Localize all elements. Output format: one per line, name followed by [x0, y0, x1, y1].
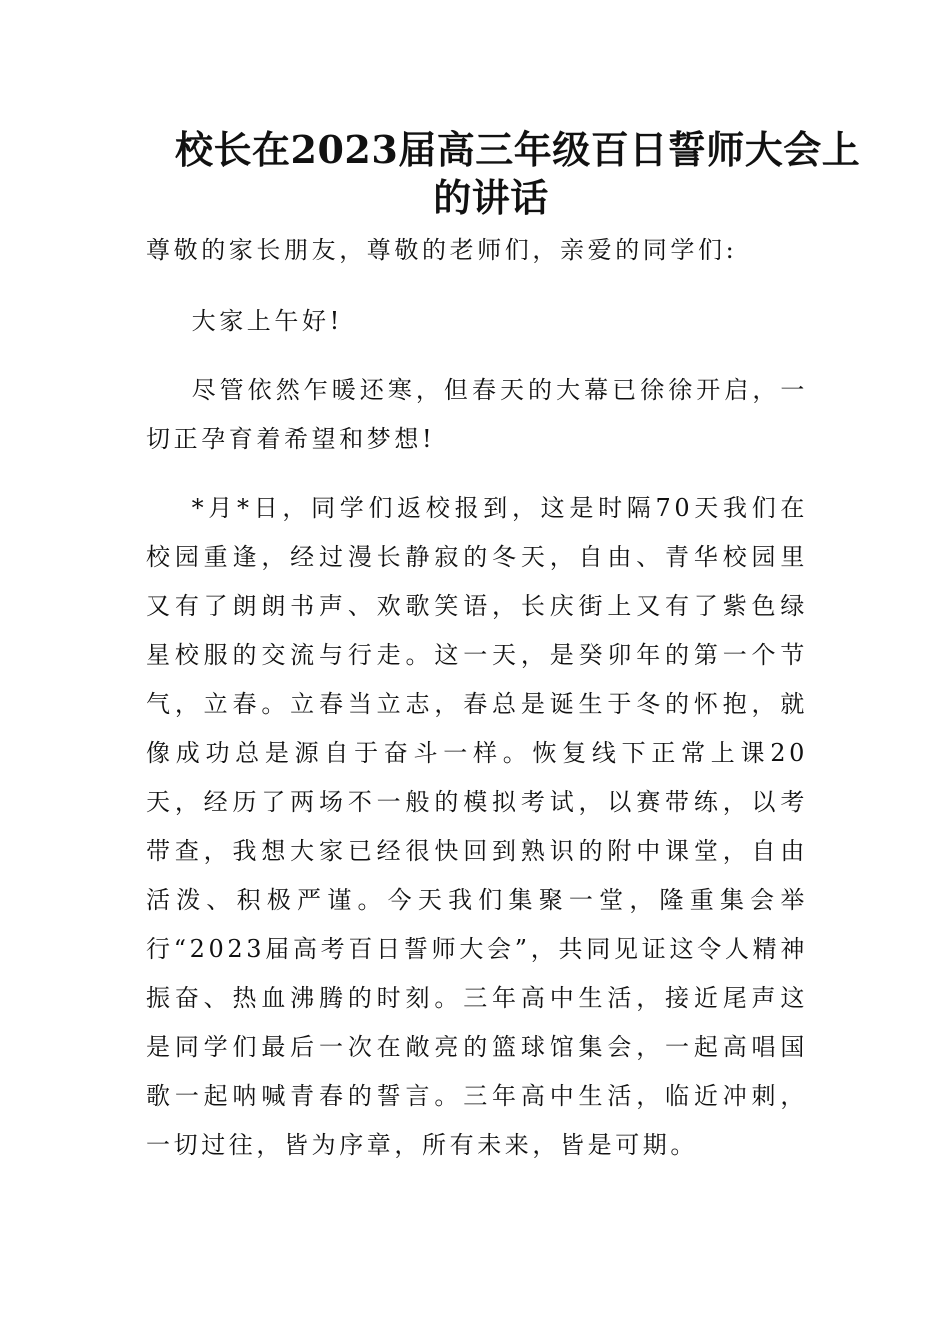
paragraph-1: 尽管依然乍暖还寒，但春天的大幕已徐徐开启，一切正孕育着希望和梦想! [146, 376, 808, 453]
document-body [146, 226, 808, 1170]
title-line-2: 的讲话 [433, 175, 549, 220]
title-line-1: 校长在2023届高三年级百日誓师大会上 [175, 127, 861, 172]
document-title [175, 126, 861, 222]
paragraph-2: *月*日，同学们返校报到，这是时隔70天我们在校园重逢，经过漫长静寂的冬天，自由、青华校园里又有了朗朗书声、欢歌笑语，长庆街上又有了紫色绿星校服的交流与行走。这一天，是癸卯年的第一个节气，立春。立春当立志，春总是诞生于冬的怀抱，就像成功总是源自于奋斗一样。恢复线下正常上课20天，经历了两场不一般的模拟考试，以赛带练，以考带查，我想大家已经很快回到熟识的附中课堂，自由活泼、积极严谨。今天我们集聚一堂，隆重集会举行“2023届高考百日誓师大会”，共同见证这令人精神振奋、热血沸腾的时刻。三年高中生活，接近尾声这是同学们最后一次在敞亮的篮球馆集会，一起高唱国歌一起呐喊青春的誓言。三年高中生活，临近冲刺，一切过往，皆为序章，所有未来，皆是可期。 [146, 494, 808, 1159]
salutation: 尊敬的家长朋友，尊敬的老师们，亲爱的同学们: [146, 236, 738, 264]
greeting-paragraph: 大家上午好! [191, 307, 343, 335]
